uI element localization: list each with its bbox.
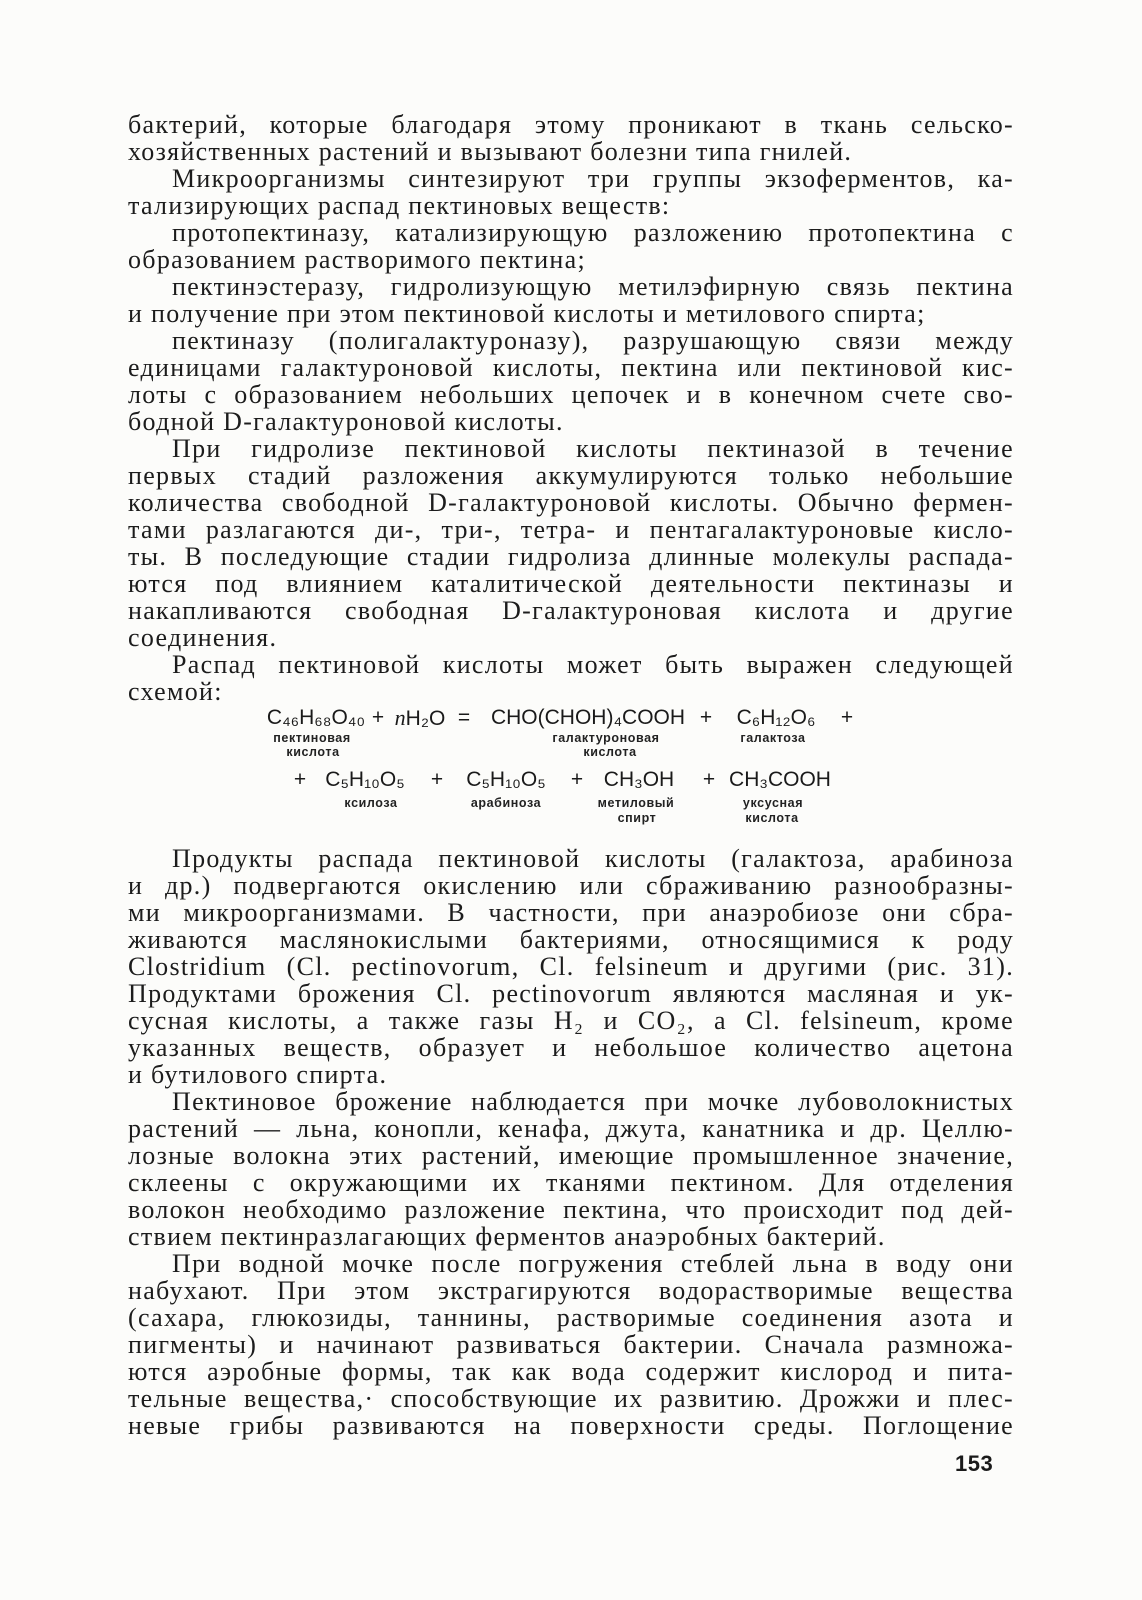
text-line: ются под влиянием каталитической деятельности пектиназы и — [128, 569, 1014, 598]
formula-label: спирт — [617, 811, 657, 825]
paragraph — [128, 327, 1014, 435]
text-line: растений — льна, конопли, кенафа, джута, канатника и др. Целлю- — [128, 1114, 1014, 1143]
formula: C₅H₁₀O₅ — [466, 768, 546, 791]
text-line: Продукты распада пектиновой кислоты (галактоза, арабиноза — [172, 844, 1014, 873]
text-line: соединения. — [128, 623, 278, 652]
formula-label: метиловый — [597, 796, 675, 810]
text-line: накапливаются свободная D-галактуроновая кислота и другие — [128, 596, 1014, 625]
text-line: лозные волокна этих растений, имеющие промышленное значение, — [128, 1141, 1014, 1170]
text-line: бактерий, которые благодаря этому проникают в ткань сельско- — [128, 110, 1014, 139]
text-line: набухают. При этом экстрагируются водорастворимые вещества — [128, 1276, 1014, 1305]
text-line: образованием растворимого пектина; — [128, 245, 587, 274]
text-line: тельные вещества,· способствующие их развитию. Дрожжи и плес- — [128, 1384, 1014, 1413]
formula-label: ксилоза — [344, 796, 398, 810]
text-line: Clostridium (Cl. pectinovorum, Cl. felsineum и другими (рис. 31). — [128, 952, 1014, 981]
formula — [395, 706, 446, 731]
paragraph — [128, 651, 1014, 705]
formula: CH₃COOH — [729, 768, 831, 791]
text-line: невые грибы развиваются на поверхности среды. Поглощение — [128, 1411, 1014, 1440]
text-line: бодной D-галактуроновой кислоты. — [128, 407, 564, 436]
text-line: тами разлагаются ди-, три-, тетра- и пентагалактуроновые кисло- — [128, 515, 1014, 544]
plus-operator: + — [371, 706, 385, 729]
text-line: Пектиновое брожение наблюдается при мочке лубоволокнистых — [172, 1087, 1014, 1116]
paragraph — [128, 1250, 1014, 1439]
plus-operator: + — [840, 706, 854, 729]
text-line: пектинэстеразу, гидролизующую метилэфирную связь пектина — [172, 272, 1014, 301]
plus-operator: + — [702, 768, 716, 791]
formula-label: кислота — [286, 745, 340, 759]
paragraph — [128, 165, 1014, 219]
formula: C₄₆H₆₈O₄₀ — [266, 706, 366, 729]
text-line: ются аэробные формы, так как вода содержит кислород и пита- — [128, 1357, 1014, 1386]
text-line: указанных веществ, образует и небольшое количество ацетона — [128, 1033, 1014, 1062]
text-line: волокон необходимо разложение пектина, что происходит под дей- — [128, 1195, 1014, 1224]
paragraph — [128, 1088, 1014, 1250]
text-line: ты. В последующие стадии гидролиза длинные молекулы распада- — [128, 542, 1014, 571]
formula-label: пектиновая — [273, 731, 351, 745]
formula-text: H₂O — [405, 707, 446, 730]
text-line: При водной мочке после погружения стеблей льна в воду они — [172, 1249, 1014, 1278]
formula: CH₃OH — [603, 768, 675, 791]
formula-label: арабиноза — [470, 796, 542, 810]
paragraph — [128, 435, 1014, 651]
formula: C₅H₁₀O₅ — [325, 768, 405, 791]
plus-operator: + — [699, 706, 713, 729]
paragraph — [128, 219, 1014, 273]
text-line: и бутилового спирта. — [128, 1060, 388, 1089]
formula: C₆H₁₂O₆ — [736, 706, 816, 729]
text-line: и др.) подвергаются окислению или сбраживанию разнообразны- — [128, 871, 1014, 900]
text-line: (сахара, глюкозиды, таннины, растворимые соединения азота и — [128, 1303, 1014, 1332]
text-line: ми микроорганизмами. В частности, при анаэробиозе они сбра- — [128, 898, 1014, 927]
text-line: количества свободной D-галактуроновой кислоты. Обычно фермен- — [128, 488, 1014, 517]
text-line: Продуктами брожения Cl. pectinovorum являются масляная и ук- — [128, 979, 1014, 1008]
text-line: единицами галактуроновой кислоты, пектина или пектиновой кис- — [128, 353, 1014, 382]
text-line: склеены с окружающими их тканями пектином. Для отделения — [128, 1168, 1014, 1197]
coefficient: n — [394, 705, 406, 730]
reaction-equation — [128, 705, 1014, 845]
formula: CHO(CHOH)₄COOH — [490, 706, 686, 729]
plus-operator: + — [570, 768, 584, 791]
text-line: Микроорганизмы синтезируют три группы экзоферментов, ка- — [172, 164, 1014, 193]
formula-label: уксусная — [742, 796, 804, 810]
text-line: хозяйственных растений и вызывают болезни типа гнилей. — [128, 137, 853, 166]
plus-operator: + — [430, 768, 444, 791]
text-column — [128, 111, 1014, 1439]
plus-operator: + — [293, 768, 307, 791]
text-line: пектиназу (полигалактуроназу), разрушающую связи между — [172, 326, 1014, 355]
formula-label: галактоза — [740, 731, 806, 745]
text-line: При гидролизе пектиновой кислоты пектиназой в течение — [172, 434, 1014, 463]
text-line: тализирующих распад пектиновых веществ: — [128, 191, 671, 220]
formula-label: кислота — [583, 745, 637, 759]
text-line: живаются маслянокислыми бактериями, относящимися к роду — [128, 925, 1014, 954]
text-line: лоты с образованием небольших цепочек и в конечном счете сво- — [128, 380, 1014, 409]
text-line: сусная кислоты, а также газы H₂ и CO₂, а Cl. felsineum, кроме — [128, 1006, 1014, 1035]
text-line: схемой: — [128, 677, 223, 706]
paragraph — [128, 111, 1014, 165]
formula-label: кислота — [745, 811, 799, 825]
text-line: протопектиназу, катализирующую разложению протопектина с — [172, 218, 1014, 247]
page-number: 153 — [955, 1451, 994, 1476]
paragraph — [128, 273, 1014, 327]
text-line: Распад пектиновой кислоты может быть выражен следующей — [172, 650, 1014, 679]
text-line: первых стадий разложения аккумулируются только небольшие — [128, 461, 1014, 490]
text-line: пигменты) и начинают развиваться бактерии. Сначала размножа- — [128, 1330, 1014, 1359]
equals-operator: = — [457, 706, 471, 729]
text-line: и получение при этом пектиновой кислоты и метилового спирта; — [128, 299, 926, 328]
text-line: ствием пектинразлагающих ферментов анаэробных бактерий. — [128, 1222, 886, 1251]
formula-label: галактуроновая — [552, 731, 660, 745]
paragraph — [128, 845, 1014, 1088]
